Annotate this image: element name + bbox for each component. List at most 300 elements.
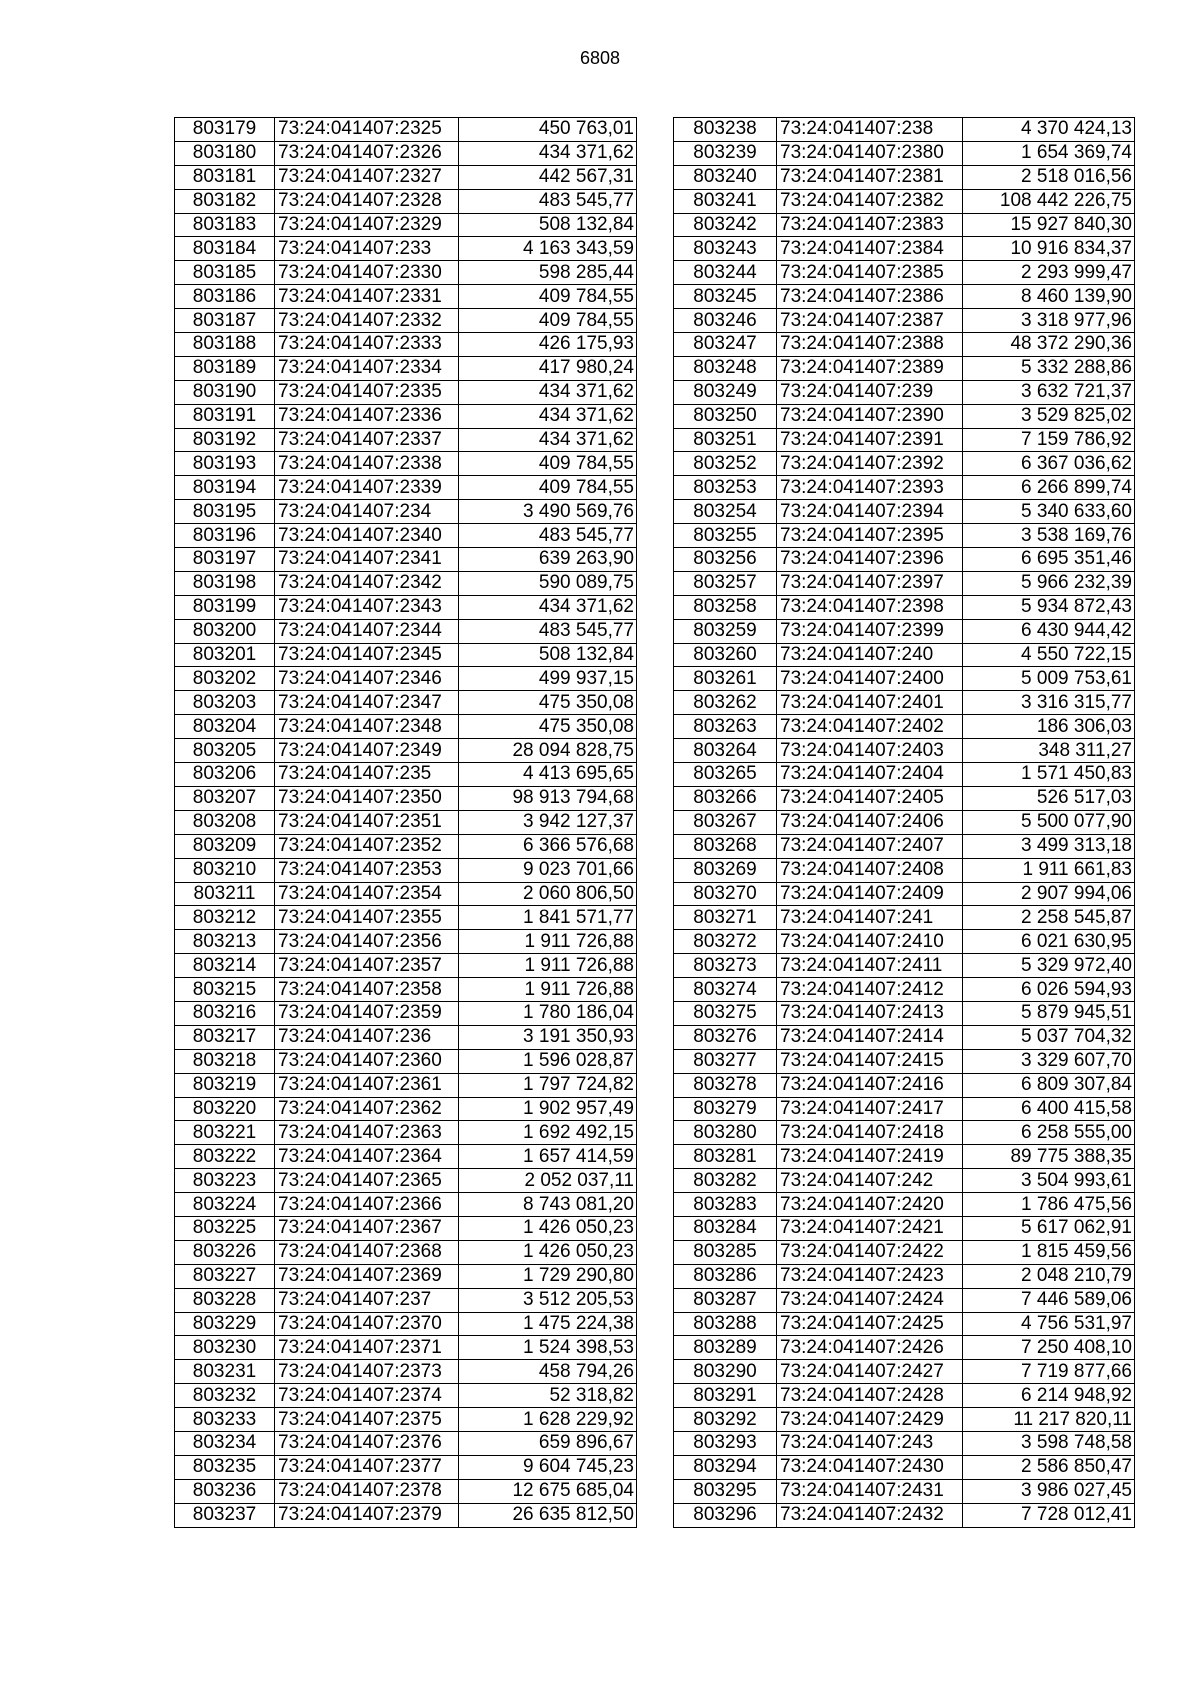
row-number-cell: 803190 [175, 380, 275, 404]
cadastral-number-cell: 73:24:041407:2398 [777, 595, 963, 619]
table-row [674, 524, 1135, 548]
row-number-cell: 803185 [175, 261, 275, 285]
table-row [175, 141, 637, 165]
table-row [175, 810, 637, 834]
row-number-cell: 803264 [674, 739, 777, 763]
cadastral-number-cell: 73:24:041407:2374 [275, 1384, 459, 1408]
cadastral-number-cell: 73:24:041407:2364 [275, 1145, 459, 1169]
value-cell: 1 911 726,88 [459, 954, 637, 978]
row-number-cell: 803199 [175, 595, 275, 619]
row-number-cell: 803245 [674, 285, 777, 309]
row-number-cell: 803255 [674, 524, 777, 548]
table-row [674, 1145, 1135, 1169]
value-cell: 4 370 424,13 [963, 118, 1135, 142]
table-row [674, 380, 1135, 404]
value-cell: 5 009 753,61 [963, 667, 1135, 691]
cadastral-table-left [174, 117, 637, 1528]
table-row [175, 667, 637, 691]
table-row [674, 1360, 1135, 1384]
row-number-cell: 803215 [175, 978, 275, 1002]
cadastral-number-cell: 73:24:041407:2427 [777, 1360, 963, 1384]
row-number-cell: 803285 [674, 1240, 777, 1264]
table-row [175, 834, 637, 858]
value-cell: 5 879 945,51 [963, 1001, 1135, 1025]
table-row [674, 476, 1135, 500]
row-number-cell: 803192 [175, 428, 275, 452]
cadastral-number-cell: 73:24:041407:2371 [275, 1336, 459, 1360]
table-row [175, 739, 637, 763]
row-number-cell: 803243 [674, 237, 777, 261]
value-cell: 3 329 607,70 [963, 1049, 1135, 1073]
cadastral-number-cell: 73:24:041407:2385 [777, 261, 963, 285]
value-cell: 1 475 224,38 [459, 1312, 637, 1336]
table-row [175, 595, 637, 619]
cadastral-number-cell: 73:24:041407:2346 [275, 667, 459, 691]
value-cell: 4 163 343,59 [459, 237, 637, 261]
table-row [674, 786, 1135, 810]
cadastral-number-cell: 73:24:041407:2338 [275, 452, 459, 476]
table-row [674, 810, 1135, 834]
value-cell: 442 567,31 [459, 165, 637, 189]
row-number-cell: 803292 [674, 1408, 777, 1432]
table-row [175, 1336, 637, 1360]
value-cell: 1 596 028,87 [459, 1049, 637, 1073]
cadastral-number-cell: 73:24:041407:2375 [275, 1408, 459, 1432]
table-row [674, 356, 1135, 380]
table-row [674, 643, 1135, 667]
value-cell: 434 371,62 [459, 380, 637, 404]
value-cell: 5 934 872,43 [963, 595, 1135, 619]
row-number-cell: 803194 [175, 476, 275, 500]
row-number-cell: 803266 [674, 786, 777, 810]
value-cell: 5 966 232,39 [963, 571, 1135, 595]
value-cell: 7 159 786,92 [963, 428, 1135, 452]
table-row [175, 356, 637, 380]
value-cell: 10 916 834,37 [963, 237, 1135, 261]
row-number-cell: 803230 [175, 1336, 275, 1360]
row-number-cell: 803246 [674, 309, 777, 333]
cadastral-number-cell: 73:24:041407:2366 [275, 1193, 459, 1217]
cadastral-number-cell: 73:24:041407:2425 [777, 1312, 963, 1336]
value-cell: 3 191 350,93 [459, 1025, 637, 1049]
row-number-cell: 803216 [175, 1001, 275, 1025]
cadastral-number-cell: 73:24:041407:2335 [275, 380, 459, 404]
cadastral-number-cell: 73:24:041407:241 [777, 906, 963, 930]
cadastral-number-cell: 73:24:041407:2343 [275, 595, 459, 619]
value-cell: 483 545,77 [459, 619, 637, 643]
cadastral-number-cell: 73:24:041407:2355 [275, 906, 459, 930]
row-number-cell: 803179 [175, 118, 275, 142]
value-cell: 2 586 850,47 [963, 1455, 1135, 1479]
cadastral-number-cell: 73:24:041407:237 [275, 1288, 459, 1312]
cadastral-number-cell: 73:24:041407:2432 [777, 1503, 963, 1527]
row-number-cell: 803244 [674, 261, 777, 285]
table-row [674, 500, 1135, 524]
row-number-cell: 803205 [175, 739, 275, 763]
row-number-cell: 803196 [175, 524, 275, 548]
table-row [674, 882, 1135, 906]
row-number-cell: 803252 [674, 452, 777, 476]
cadastral-number-cell: 73:24:041407:2412 [777, 978, 963, 1002]
row-number-cell: 803227 [175, 1264, 275, 1288]
value-cell: 426 175,93 [459, 333, 637, 357]
cadastral-number-cell: 73:24:041407:2418 [777, 1121, 963, 1145]
cadastral-number-cell: 73:24:041407:2349 [275, 739, 459, 763]
cadastral-number-cell: 73:24:041407:2356 [275, 930, 459, 954]
cadastral-number-cell: 73:24:041407:2342 [275, 571, 459, 595]
table-row [175, 1264, 637, 1288]
cadastral-number-cell: 73:24:041407:2328 [275, 189, 459, 213]
value-cell: 1 729 290,80 [459, 1264, 637, 1288]
row-number-cell: 803282 [674, 1169, 777, 1193]
cadastral-number-cell: 73:24:041407:2416 [777, 1073, 963, 1097]
cadastral-number-cell: 73:24:041407:2329 [275, 213, 459, 237]
row-number-cell: 803270 [674, 882, 777, 906]
value-cell: 7 728 012,41 [963, 1503, 1135, 1527]
row-number-cell: 803265 [674, 763, 777, 787]
cadastral-number-cell: 73:24:041407:2357 [275, 954, 459, 978]
cadastral-number-cell: 73:24:041407:2336 [275, 404, 459, 428]
cadastral-number-cell: 73:24:041407:2417 [777, 1097, 963, 1121]
cadastral-number-cell: 73:24:041407:2345 [275, 643, 459, 667]
row-number-cell: 803257 [674, 571, 777, 595]
value-cell: 5 037 704,32 [963, 1025, 1135, 1049]
value-cell: 1 426 050,23 [459, 1216, 637, 1240]
value-cell: 9 604 745,23 [459, 1455, 637, 1479]
table-row [674, 452, 1135, 476]
table-row [674, 237, 1135, 261]
value-cell: 483 545,77 [459, 189, 637, 213]
row-number-cell: 803267 [674, 810, 777, 834]
value-cell: 450 763,01 [459, 118, 637, 142]
table-row [674, 1001, 1135, 1025]
row-number-cell: 803214 [175, 954, 275, 978]
value-cell: 186 306,03 [963, 715, 1135, 739]
value-cell: 6 214 948,92 [963, 1384, 1135, 1408]
value-cell: 1 786 475,56 [963, 1193, 1135, 1217]
row-number-cell: 803290 [674, 1360, 777, 1384]
table-row [175, 1121, 637, 1145]
table-row [674, 1479, 1135, 1503]
row-number-cell: 803286 [674, 1264, 777, 1288]
table-row [175, 1455, 637, 1479]
cadastral-number-cell: 73:24:041407:242 [777, 1169, 963, 1193]
table-row [674, 404, 1135, 428]
table-row [175, 452, 637, 476]
row-number-cell: 803268 [674, 834, 777, 858]
table-row [175, 1384, 637, 1408]
table-row [175, 858, 637, 882]
row-number-cell: 803256 [674, 548, 777, 572]
table-row [175, 786, 637, 810]
value-cell: 7 719 877,66 [963, 1360, 1135, 1384]
value-cell: 6 367 036,62 [963, 452, 1135, 476]
table-row [674, 571, 1135, 595]
cadastral-number-cell: 73:24:041407:240 [777, 643, 963, 667]
value-cell: 3 529 825,02 [963, 404, 1135, 428]
value-cell: 1 524 398,53 [459, 1336, 637, 1360]
table-row [175, 1360, 637, 1384]
table-row [674, 1025, 1135, 1049]
row-number-cell: 803207 [175, 786, 275, 810]
value-cell: 409 784,55 [459, 285, 637, 309]
cadastral-number-cell: 73:24:041407:235 [275, 763, 459, 787]
cadastral-number-cell: 73:24:041407:2341 [275, 548, 459, 572]
table-row [175, 261, 637, 285]
value-cell: 3 538 169,76 [963, 524, 1135, 548]
cadastral-number-cell: 73:24:041407:2353 [275, 858, 459, 882]
table-row [674, 165, 1135, 189]
value-cell: 1 911 726,88 [459, 930, 637, 954]
row-number-cell: 803295 [674, 1479, 777, 1503]
cadastral-number-cell: 73:24:041407:2384 [777, 237, 963, 261]
value-cell: 1 780 186,04 [459, 1001, 637, 1025]
row-number-cell: 803195 [175, 500, 275, 524]
cadastral-number-cell: 73:24:041407:2430 [777, 1455, 963, 1479]
cadastral-number-cell: 73:24:041407:243 [777, 1431, 963, 1455]
row-number-cell: 803241 [674, 189, 777, 213]
row-number-cell: 803271 [674, 906, 777, 930]
cadastral-number-cell: 73:24:041407:2368 [275, 1240, 459, 1264]
value-cell: 434 371,62 [459, 404, 637, 428]
value-cell: 6 430 944,42 [963, 619, 1135, 643]
cadastral-number-cell: 73:24:041407:2402 [777, 715, 963, 739]
row-number-cell: 803217 [175, 1025, 275, 1049]
value-cell: 508 132,84 [459, 213, 637, 237]
table-row [175, 1216, 637, 1240]
cadastral-number-cell: 73:24:041407:2354 [275, 882, 459, 906]
row-number-cell: 803193 [175, 452, 275, 476]
row-number-cell: 803234 [175, 1431, 275, 1455]
cadastral-number-cell: 73:24:041407:2405 [777, 786, 963, 810]
table-row [674, 1264, 1135, 1288]
table-row [175, 691, 637, 715]
cadastral-number-cell: 73:24:041407:2344 [275, 619, 459, 643]
cadastral-number-cell: 73:24:041407:2331 [275, 285, 459, 309]
table-row [175, 165, 637, 189]
value-cell: 8 743 081,20 [459, 1193, 637, 1217]
value-cell: 2 518 016,56 [963, 165, 1135, 189]
value-cell: 98 913 794,68 [459, 786, 637, 810]
value-cell: 52 318,82 [459, 1384, 637, 1408]
row-number-cell: 803247 [674, 333, 777, 357]
table-row [175, 1312, 637, 1336]
cadastral-number-cell: 73:24:041407:2387 [777, 309, 963, 333]
table-row [175, 643, 637, 667]
table-row [674, 978, 1135, 1002]
cadastral-number-cell: 73:24:041407:2410 [777, 930, 963, 954]
cadastral-number-cell: 73:24:041407:2351 [275, 810, 459, 834]
table-row [674, 285, 1135, 309]
cadastral-number-cell: 73:24:041407:2393 [777, 476, 963, 500]
cadastral-number-cell: 73:24:041407:2378 [275, 1479, 459, 1503]
cadastral-number-cell: 73:24:041407:2337 [275, 428, 459, 452]
table-row [674, 1240, 1135, 1264]
table-row [175, 715, 637, 739]
row-number-cell: 803279 [674, 1097, 777, 1121]
row-number-cell: 803235 [175, 1455, 275, 1479]
table-row [175, 763, 637, 787]
row-number-cell: 803213 [175, 930, 275, 954]
cadastral-number-cell: 73:24:041407:2359 [275, 1001, 459, 1025]
table-row [175, 978, 637, 1002]
row-number-cell: 803249 [674, 380, 777, 404]
value-cell: 2 293 999,47 [963, 261, 1135, 285]
table-row [674, 858, 1135, 882]
table-row [175, 1193, 637, 1217]
table-row [175, 571, 637, 595]
cadastral-number-cell: 73:24:041407:2373 [275, 1360, 459, 1384]
table-row [674, 834, 1135, 858]
table-row [175, 285, 637, 309]
value-cell: 5 329 972,40 [963, 954, 1135, 978]
cadastral-number-cell: 73:24:041407:2334 [275, 356, 459, 380]
value-cell: 1 654 369,74 [963, 141, 1135, 165]
row-number-cell: 803293 [674, 1431, 777, 1455]
table-row [175, 1049, 637, 1073]
value-cell: 409 784,55 [459, 476, 637, 500]
cadastral-number-cell: 73:24:041407:2361 [275, 1073, 459, 1097]
value-cell: 108 442 226,75 [963, 189, 1135, 213]
row-number-cell: 803274 [674, 978, 777, 1002]
row-number-cell: 803182 [175, 189, 275, 213]
cadastral-number-cell: 73:24:041407:2396 [777, 548, 963, 572]
value-cell: 15 927 840,30 [963, 213, 1135, 237]
row-number-cell: 803236 [175, 1479, 275, 1503]
row-number-cell: 803226 [175, 1240, 275, 1264]
cadastral-number-cell: 73:24:041407:2370 [275, 1312, 459, 1336]
cadastral-number-cell: 73:24:041407:2347 [275, 691, 459, 715]
table-row [175, 1288, 637, 1312]
value-cell: 483 545,77 [459, 524, 637, 548]
value-cell: 1 911 726,88 [459, 978, 637, 1002]
table-row [175, 1479, 637, 1503]
value-cell: 2 048 210,79 [963, 1264, 1135, 1288]
cadastral-number-cell: 73:24:041407:2407 [777, 834, 963, 858]
cadastral-number-cell: 73:24:041407:2386 [777, 285, 963, 309]
cadastral-number-cell: 73:24:041407:2381 [777, 165, 963, 189]
cadastral-number-cell: 73:24:041407:2363 [275, 1121, 459, 1145]
cadastral-number-cell: 73:24:041407:2379 [275, 1503, 459, 1527]
row-number-cell: 803250 [674, 404, 777, 428]
table-row [674, 954, 1135, 978]
page-number: 6808 [579, 48, 621, 68]
table-row [175, 380, 637, 404]
row-number-cell: 803296 [674, 1503, 777, 1527]
table-row [175, 882, 637, 906]
cadastral-number-cell: 73:24:041407:2408 [777, 858, 963, 882]
table-row [175, 524, 637, 548]
table-row [674, 619, 1135, 643]
row-number-cell: 803224 [175, 1193, 275, 1217]
cadastral-number-cell: 73:24:041407:2419 [777, 1145, 963, 1169]
row-number-cell: 803206 [175, 763, 275, 787]
table-row [674, 667, 1135, 691]
value-cell: 3 504 993,61 [963, 1169, 1135, 1193]
table-row [175, 930, 637, 954]
cadastral-number-cell: 73:24:041407:2421 [777, 1216, 963, 1240]
row-number-cell: 803201 [175, 643, 275, 667]
value-cell: 4 550 722,15 [963, 643, 1135, 667]
table-row [674, 1408, 1135, 1432]
value-cell: 4 756 531,97 [963, 1312, 1135, 1336]
value-cell: 28 094 828,75 [459, 739, 637, 763]
row-number-cell: 803186 [175, 285, 275, 309]
row-number-cell: 803260 [674, 643, 777, 667]
value-cell: 659 896,67 [459, 1431, 637, 1455]
value-cell: 458 794,26 [459, 1360, 637, 1384]
value-cell: 499 937,15 [459, 667, 637, 691]
cadastral-number-cell: 73:24:041407:2360 [275, 1049, 459, 1073]
table-row [674, 428, 1135, 452]
row-number-cell: 803220 [175, 1097, 275, 1121]
value-cell: 1 911 661,83 [963, 858, 1135, 882]
table-row [175, 1503, 637, 1527]
row-number-cell: 803183 [175, 213, 275, 237]
cadastral-number-cell: 73:24:041407:238 [777, 118, 963, 142]
value-cell: 1 692 492,15 [459, 1121, 637, 1145]
row-number-cell: 803210 [175, 858, 275, 882]
cadastral-number-cell: 73:24:041407:2383 [777, 213, 963, 237]
row-number-cell: 803277 [674, 1049, 777, 1073]
row-number-cell: 803288 [674, 1312, 777, 1336]
cadastral-number-cell: 73:24:041407:2352 [275, 834, 459, 858]
row-number-cell: 803233 [175, 1408, 275, 1432]
value-cell: 3 598 748,58 [963, 1431, 1135, 1455]
table-row [175, 1145, 637, 1169]
row-number-cell: 803239 [674, 141, 777, 165]
row-number-cell: 803261 [674, 667, 777, 691]
table-row [674, 1216, 1135, 1240]
cadastral-number-cell: 73:24:041407:2426 [777, 1336, 963, 1360]
value-cell: 12 675 685,04 [459, 1479, 637, 1503]
cadastral-number-cell: 73:24:041407:2390 [777, 404, 963, 428]
table-row [674, 763, 1135, 787]
cadastral-number-cell: 73:24:041407:2391 [777, 428, 963, 452]
row-number-cell: 803218 [175, 1049, 275, 1073]
value-cell: 475 350,08 [459, 715, 637, 739]
cadastral-number-cell: 73:24:041407:2403 [777, 739, 963, 763]
value-cell: 6 266 899,74 [963, 476, 1135, 500]
cadastral-number-cell: 73:24:041407:2358 [275, 978, 459, 1002]
table-row [175, 189, 637, 213]
cadastral-number-cell: 73:24:041407:2400 [777, 667, 963, 691]
row-number-cell: 803294 [674, 1455, 777, 1479]
row-number-cell: 803208 [175, 810, 275, 834]
row-number-cell: 803221 [175, 1121, 275, 1145]
cadastral-number-cell: 73:24:041407:2431 [777, 1479, 963, 1503]
row-number-cell: 803188 [175, 333, 275, 357]
value-cell: 434 371,62 [459, 428, 637, 452]
table-row [175, 476, 637, 500]
cadastral-number-cell: 73:24:041407:2348 [275, 715, 459, 739]
row-number-cell: 803254 [674, 500, 777, 524]
row-number-cell: 803180 [175, 141, 275, 165]
row-number-cell: 803242 [674, 213, 777, 237]
cadastral-number-cell: 73:24:041407:2388 [777, 333, 963, 357]
table-row [674, 930, 1135, 954]
value-cell: 6 366 576,68 [459, 834, 637, 858]
cadastral-number-cell: 73:24:041407:2424 [777, 1288, 963, 1312]
table-row [674, 261, 1135, 285]
table-row [175, 1408, 637, 1432]
row-number-cell: 803258 [674, 595, 777, 619]
value-cell: 526 517,03 [963, 786, 1135, 810]
table-row [175, 1025, 637, 1049]
row-number-cell: 803197 [175, 548, 275, 572]
cadastral-table-right [673, 117, 1135, 1528]
value-cell: 6 400 415,58 [963, 1097, 1135, 1121]
